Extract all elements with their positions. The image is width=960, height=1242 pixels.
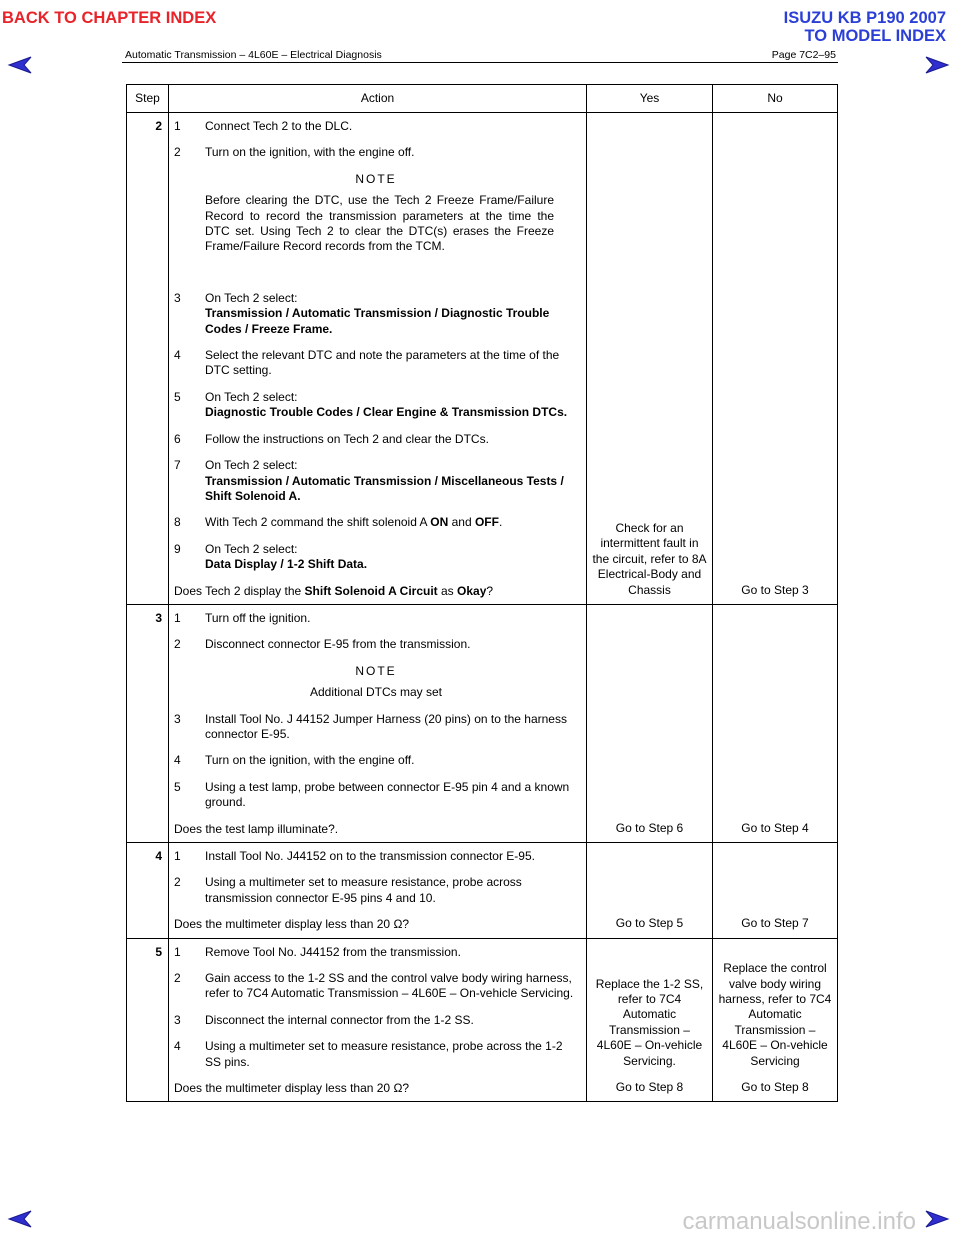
action-item: 1 Turn off the ignition. (174, 611, 578, 626)
no-detail: Replace the control valve body wiring harness, refer to 7C4 Automatic Transmission – 4L60E – On-vehicle Servicing (718, 961, 832, 1068)
step-question: Does the test lamp illuminate?. (174, 821, 339, 836)
action-item: 4 Using a multimeter set to measure resistance, probe across the 1-2 SS pins. (174, 1039, 578, 1070)
page-number: Page 7C2–95 (771, 49, 836, 61)
action-text: Turn on the ignition, with the engine off. (205, 753, 415, 768)
prev-page-icon[interactable] (7, 55, 33, 75)
action-cell (169, 604, 587, 842)
step-number: 3 (127, 604, 169, 842)
document-title: Automatic Transmission – 4L60E – Electrical Diagnosis (125, 49, 382, 61)
model-title-block (784, 9, 946, 45)
action-text: Follow the instructions on Tech 2 and clear the DTCs. (205, 431, 489, 446)
next-page-icon[interactable] (924, 55, 950, 75)
action-text: With Tech 2 command the shift solenoid A (205, 515, 427, 530)
back-to-chapter-index-link[interactable]: BACK TO CHAPTER INDEX (2, 9, 217, 27)
no-result: Go to Step 7 (713, 843, 838, 939)
model-title: ISUZU KB P190 2007 (783, 9, 946, 27)
action-item: 7 On Tech 2 select: Transmission / Automatic Transmission / Miscellaneous Tests / Shift Solenoid A. (174, 458, 564, 503)
action-item: 3 On Tech 2 select: Transmission / Automatic Transmission / Diagnostic Trouble Codes / Freeze Frame. (174, 290, 550, 336)
table-row (127, 843, 838, 939)
action-item: 4 Select the relevant DTC and note the parameters at the time of the DTC setting. (174, 348, 578, 379)
action-text: Disconnect the internal connector from the 1-2 SS. (205, 1012, 474, 1027)
action-text: Disconnect connector E-95 from the transmission. (205, 637, 471, 652)
action-item: 1 Remove Tool No. J44152 from the transmission. (174, 945, 578, 960)
action-item: 2 Disconnect connector E-95 from the transmission. (174, 637, 578, 652)
table-header-row (127, 85, 838, 113)
action-text: On Tech 2 select: (205, 541, 298, 556)
column-header-step: Step (127, 85, 169, 113)
table-row (127, 604, 838, 842)
action-item: 1 Install Tool No. J44152 on to the transmission connector E-95. (174, 849, 578, 864)
column-header-action: Action (169, 85, 587, 113)
action-text: Gain access to the 1-2 SS and the control valve body wiring harness, refer to 7C4 Automatic Transmission – 4L60E – On-vehicle Servicing. (205, 971, 574, 1001)
action-text: Select the relevant DTC and note the parameters at the time of the DTC setting. (205, 348, 560, 378)
step-number: 4 (127, 843, 169, 939)
menu-path: Transmission / Automatic Transmission / Miscellaneous Tests / Shift Solenoid A. (205, 473, 564, 503)
action-text: and (451, 515, 472, 530)
action-item: 3 Install Tool No. J 44152 Jumper Harness (20 pins) on to the harness connector E-95. (174, 712, 578, 743)
action-text: Using a test lamp, probe between connector E-95 pin 4 and a known ground. (205, 779, 570, 810)
action-item: 3 Disconnect the internal connector from the 1-2 SS. (174, 1013, 578, 1028)
note-heading: NOTE (355, 663, 397, 678)
action-text: On Tech 2 select: (205, 290, 298, 305)
action-text: On Tech 2 select: (205, 389, 298, 404)
menu-path: Transmission / Automatic Transmission / Diagnostic Trouble Codes / Freeze Frame. (205, 306, 550, 336)
no-result (713, 938, 838, 1102)
keyword-off: OFF (474, 515, 499, 530)
action-text: Turn on the ignition, with the engine off. (205, 145, 415, 160)
no-result: Go to Step 4 (713, 604, 838, 842)
to-model-index-link[interactable]: TO MODEL INDEX (804, 27, 946, 45)
next-page-icon[interactable] (924, 1209, 950, 1229)
note-heading: NOTE (355, 171, 397, 186)
action-text: Using a multimeter set to measure resistance, probe across transmission connector E-95 pins 4 and 10. (205, 875, 522, 905)
note-text: Before clearing the DTC, use the Tech 2 Freeze Frame/Failure Record to record the transmission parameters at the time the DTC set. Using Tech 2 to clear the DTC(s) erases the Freeze Frame/Failure Record records from the TCM. (205, 193, 554, 254)
prev-page-icon[interactable] (7, 1209, 33, 1229)
yes-result: Go to Step 6 (587, 604, 713, 842)
yes-result (587, 938, 713, 1102)
action-text: Turn off the ignition. (205, 610, 311, 625)
action-text: Install Tool No. J 44152 Jumper Harness (20 pins) on to the harness connector E-95. (205, 711, 567, 741)
diagnostic-table (126, 84, 838, 1102)
yes-result: Go to Step 5 (587, 843, 713, 939)
yes-goto: Go to Step 8 (615, 1080, 684, 1095)
action-item: 4 Turn on the ignition, with the engine off. (174, 753, 578, 768)
action-item: 8 With Tech 2 command the shift solenoid A ON and OFF. (174, 515, 503, 530)
action-text: Remove Tool No. J44152 from the transmission. (205, 944, 461, 959)
action-item: 2 Turn on the ignition, with the engine off. (174, 145, 578, 160)
action-item: 2 Using a multimeter set to measure resistance, probe across transmission connector E-95 pins 4 and 10. (174, 875, 578, 906)
no-result: Go to Step 3 (713, 113, 838, 605)
action-item: 1 Connect Tech 2 to the DLC. (174, 119, 578, 134)
step-number: 5 (127, 938, 169, 1102)
action-text: Install Tool No. J44152 on to the transmission connector E-95. (205, 849, 535, 863)
keyword-on: ON (430, 515, 449, 530)
header-divider (122, 62, 838, 63)
action-item: 5 Using a test lamp, probe between connector E-95 pin 4 and a known ground. (174, 780, 578, 811)
action-cell (169, 113, 587, 605)
menu-path: Data Display / 1-2 Shift Data. (205, 557, 368, 572)
table-row (127, 113, 838, 605)
action-cell (169, 843, 587, 939)
action-item: 9 On Tech 2 select: Data Display / 1-2 Shift Data. (174, 541, 368, 572)
action-item: 6 Follow the instructions on Tech 2 and clear the DTCs. (174, 432, 578, 447)
step-question: Does the multimeter display less than 20 Ω? (174, 917, 410, 932)
action-item: 2 Gain access to the 1-2 SS and the control valve body wiring harness, refer to 7C4 Automatic Transmission – 4L60E – On-vehicle Servicing. (174, 971, 578, 1002)
note-text: Additional DTCs may set (309, 685, 443, 700)
column-header-yes: Yes (587, 85, 713, 113)
yes-result: Check for an intermittent fault in the circuit, refer to 8A Electrical-Body and Chassis (587, 113, 713, 605)
action-text: Using a multimeter set to measure resistance, probe across the 1-2 SS pins. (205, 1039, 563, 1069)
action-text: . (498, 515, 503, 530)
action-item: 5 On Tech 2 select: Diagnostic Trouble Codes / Clear Engine & Transmission DTCs. (174, 389, 568, 420)
step-question: Does the multimeter display less than 20 Ω? (174, 1081, 410, 1096)
step-number: 2 (127, 113, 169, 605)
yes-detail: Replace the 1-2 SS, refer to 7C4 Automatic Transmission – 4L60E – On-vehicle Servicing. (595, 976, 704, 1068)
action-cell (169, 938, 587, 1102)
menu-path: Diagnostic Trouble Codes / Clear Engine & Transmission DTCs. (205, 405, 568, 420)
action-text: On Tech 2 select: (205, 458, 298, 473)
watermark: carmanualsonline.info (682, 1208, 916, 1235)
table-row (127, 938, 838, 1102)
column-header-no: No (713, 85, 838, 113)
no-goto: Go to Step 8 (741, 1080, 809, 1095)
action-text: Connect Tech 2 to the DLC. (205, 119, 353, 133)
step-question: Does Tech 2 display the Shift Solenoid A Circuit as Okay? (174, 583, 494, 598)
